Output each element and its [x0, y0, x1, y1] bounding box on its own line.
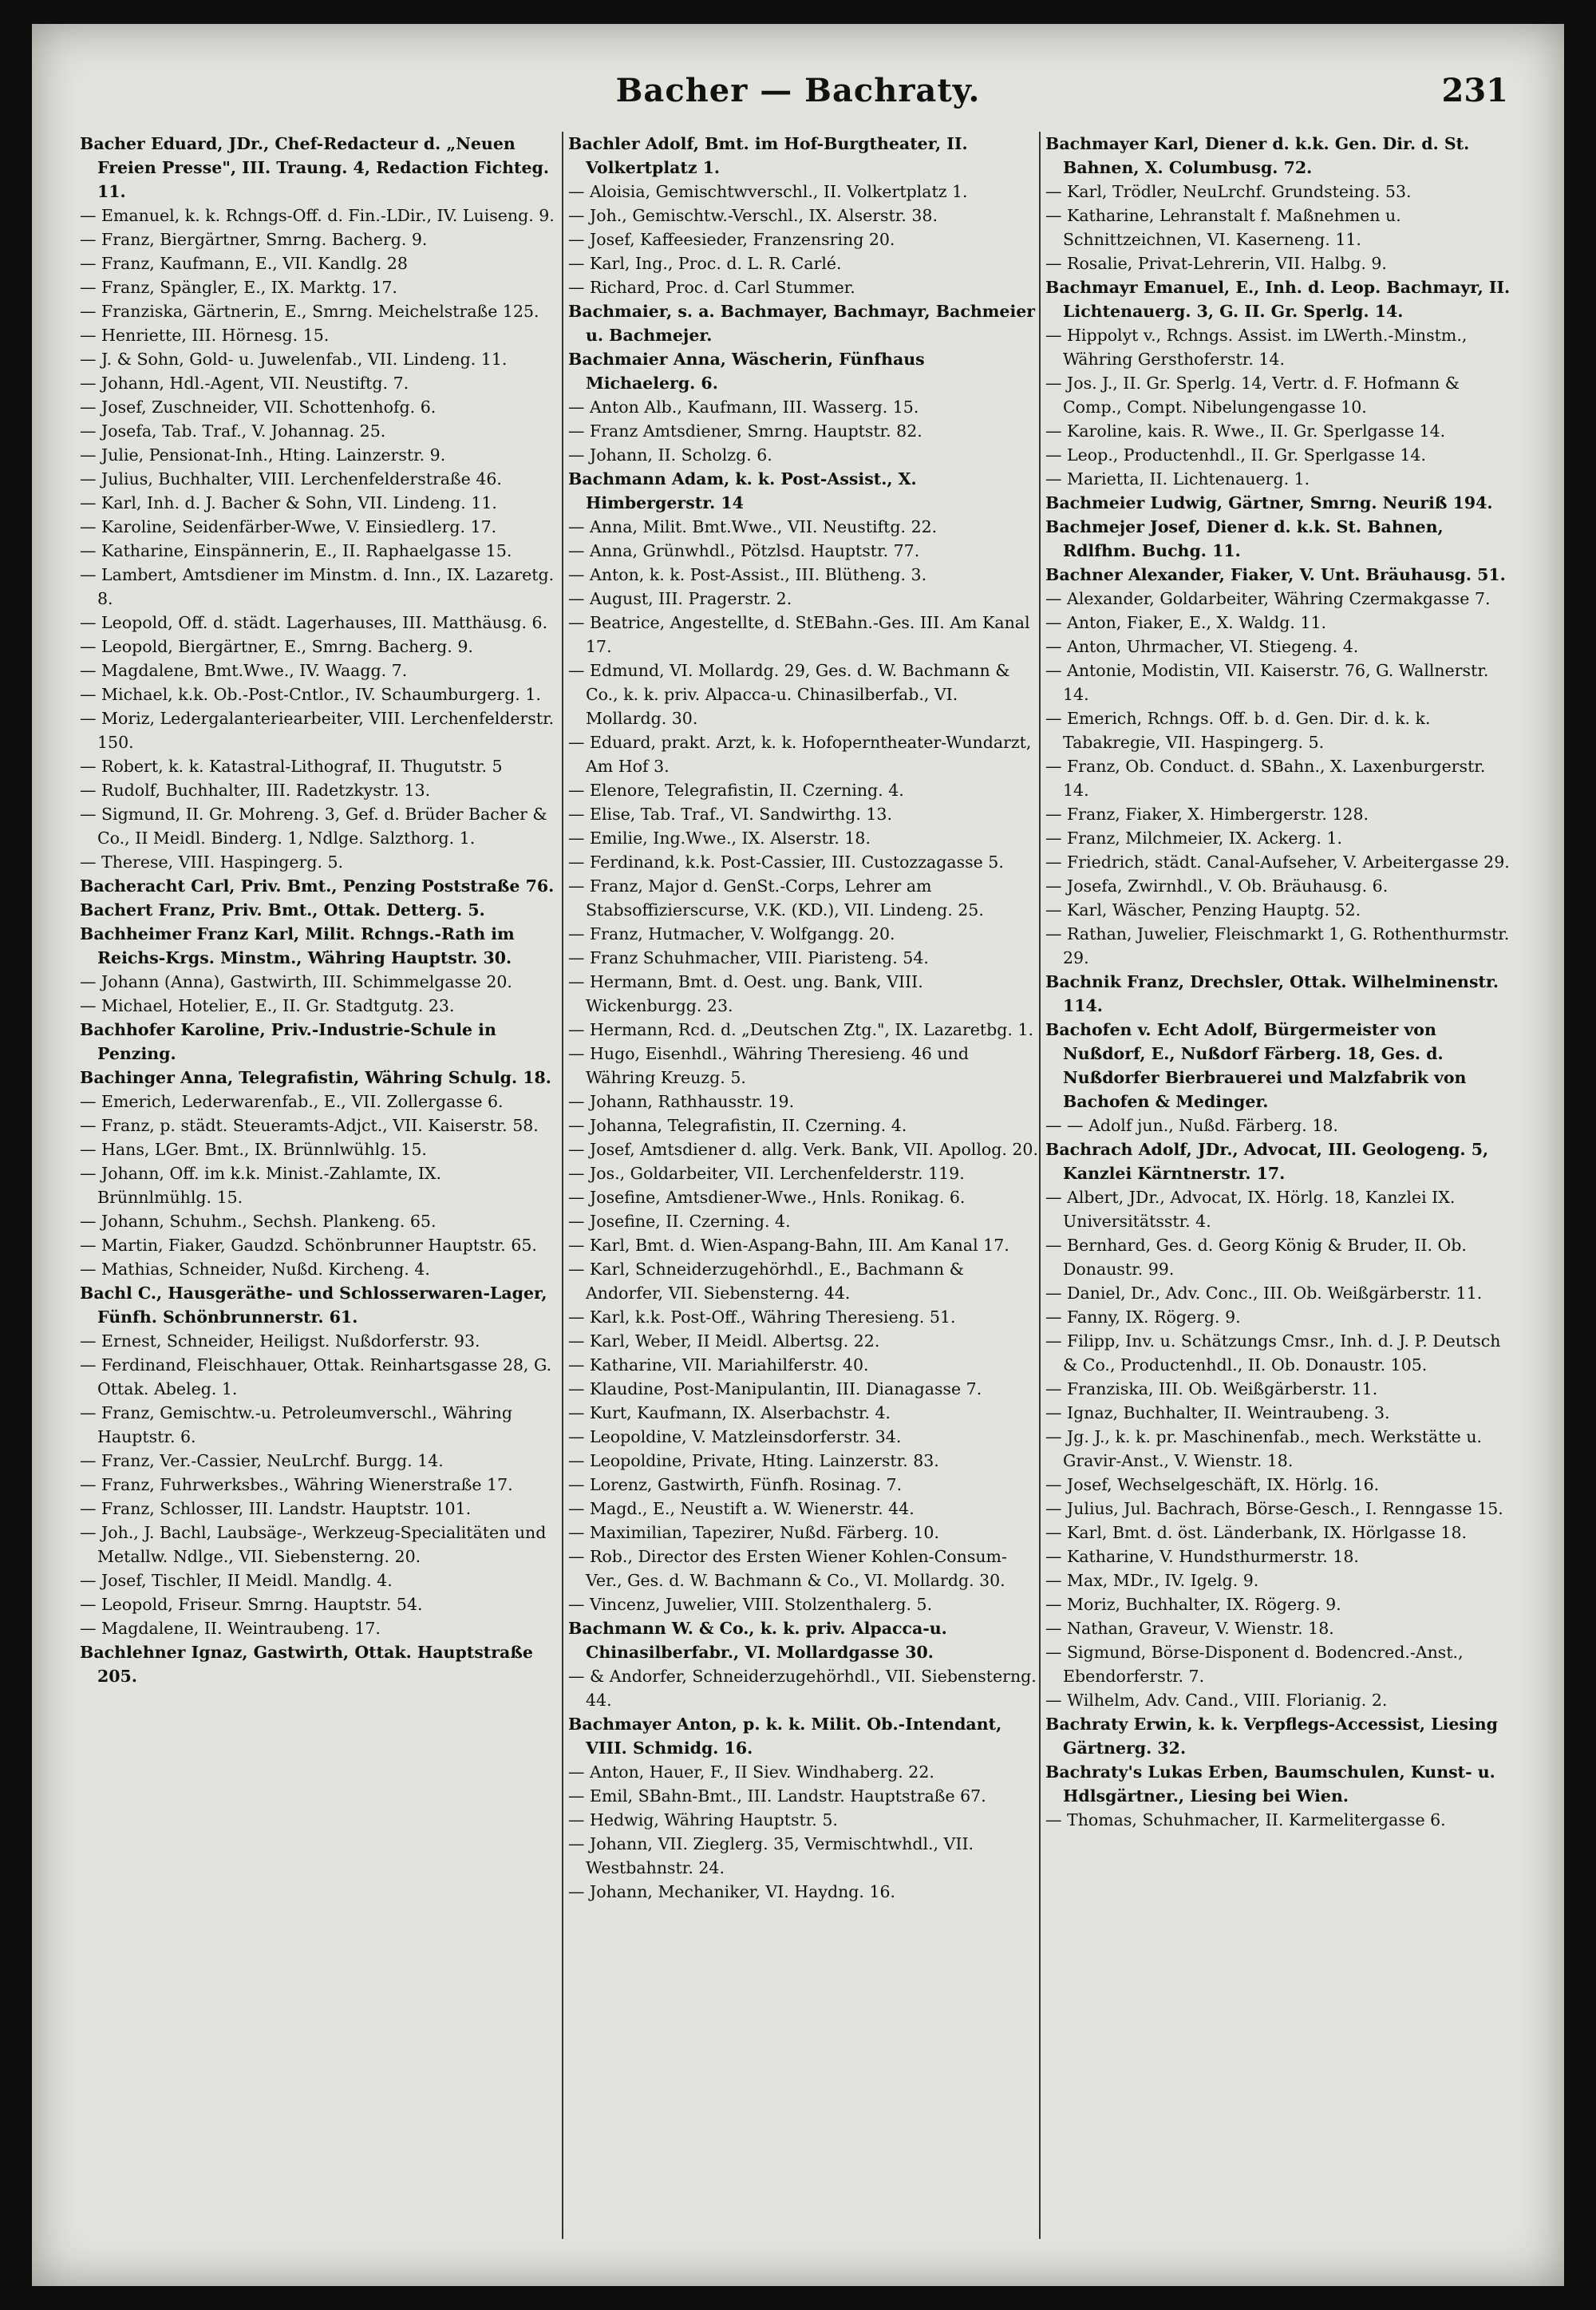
directory-entry: — Michael, Hotelier, E., II. Gr. Stadtgutg. 23. — [80, 996, 455, 1015]
directory-entry: — Johann, Off. im k.k. Minist.-Zahlamte, IX. Brünnlmühlg. 15. — [80, 1164, 442, 1207]
directory-entry: Bachofen v. Echt Adolf, Bürgermeister von Nußdorf, E., Nußdorf Färberg. 18, Ges. d. Nußdorfer Bierbrauerei und Malzfabrik von Bachofen & Medinger. — [1045, 1020, 1467, 1111]
directory-entry: — Emerich, Lederwarenfab., E., VII. Zollergasse 6. — [80, 1092, 504, 1111]
directory-entry: — Henriette, III. Hörnesg. 15. — [80, 326, 330, 345]
directory-entry: — Michael, k.k. Ob.-Post-Cntlor., IV. Schaumburgerg. 1. — [80, 685, 541, 704]
directory-entry: — Edmund, VI. Mollardg. 29, Ges. d. W. Bachmann & Co., k. k. priv. Alpacca-u. Chinasilberfab., VI. Mollardg. 30. — [568, 661, 1010, 728]
directory-entry: — Leopold, Biergärtner, E., Smrng. Bacherg. 9. — [80, 637, 473, 656]
directory-entry: — Franz, Kaufmann, E., VII. Kandlg. 28 — [80, 254, 408, 273]
directory-entry: — Magdalene, II. Weintraubeng. 17. — [80, 1619, 381, 1638]
directory-entry: — Moriz, Ledergalanteriearbeiter, VIII. Lerchenfelderstr. 150. — [80, 709, 555, 752]
directory-entry: — Johann, II. Scholzg. 6. — [568, 445, 772, 465]
directory-entry: — Julie, Pensionat-Inh., Hting. Lainzerstr. 9. — [80, 445, 446, 465]
directory-entry: — Franziska, III. Ob. Weißgärberstr. 11. — [1045, 1379, 1378, 1398]
directory-entry: — Jg. J., k. k. pr. Maschinenfab., mech. Werkstätte u. Gravir-Anst., V. Wienstr. 18. — [1045, 1427, 1483, 1470]
directory-entry: — Karoline, Seidenfärber-Wwe, V. Einsiedlerg. 17. — [80, 517, 497, 536]
directory-entry: — Karl, Inh. d. J. Bacher & Sohn, VII. Lindeng. 11. — [80, 493, 497, 512]
directory-entry: — Karl, Bmt. d. öst. Länderbank, IX. Hörlgasse 18. — [1045, 1523, 1468, 1542]
directory-entry: — Filipp, Inv. u. Schätzungs Cmsr., Inh. d. J. P. Deutsch & Co., Productenhdl., II. Ob. Donaustr. 105. — [1045, 1331, 1501, 1375]
directory-entry: — Moriz, Buchhalter, IX. Rögerg. 9. — [1045, 1595, 1341, 1614]
directory-entry: — Aloisia, Gemischtwverschl., II. Volkertplatz 1. — [568, 182, 968, 201]
directory-entry: — Anna, Grünwhdl., Pötzlsd. Hauptstr. 77. — [568, 541, 920, 560]
directory-entry: — Ferdinand, Fleischhauer, Ottak. Reinhartsgasse 28, G. Ottak. Abeleg. 1. — [80, 1355, 552, 1398]
directory-entry: — Jos. J., II. Gr. Sperlg. 14, Vertr. d. F. Hofmann & Comp., Compt. Nibelungengasse 10. — [1045, 374, 1460, 417]
directory-entry: — Franz, Fiaker, X. Himbergerstr. 128. — [1045, 805, 1369, 824]
directory-entry: — Elenore, Telegrafistin, II. Czerning. 4. — [568, 781, 904, 800]
directory-entry: — Magd., E., Neustift a. W. Wienerstr. 44. — [568, 1499, 915, 1518]
directory-entry: — Franz, Spängler, E., IX. Marktg. 17. — [80, 278, 397, 297]
directory-entry: — Karl, Wäscher, Penzing Hauptg. 52. — [1045, 900, 1361, 920]
directory-entry: — Nathan, Graveur, V. Wienstr. 18. — [1045, 1619, 1334, 1638]
directory-entry: Bachraty's Lukas Erben, Baumschulen, Kunst- u. Hdlsgärtner., Liesing bei Wien. — [1045, 1762, 1495, 1806]
directory-entry: — Rudolf, Buchhalter, III. Radetzkystr. 13. — [80, 781, 431, 800]
directory-entry: — Thomas, Schuhmacher, II. Karmelitergasse 6. — [1045, 1810, 1446, 1829]
directory-entry: — Franz, Ver.-Cassier, NeuLrchf. Burgg. 14. — [80, 1451, 444, 1470]
directory-entry: — Katharine, VII. Mariahilferstr. 40. — [568, 1355, 869, 1375]
directory-entry: — Emil, SBahn-Bmt., III. Landstr. Hauptstraße 67. — [568, 1786, 986, 1806]
directory-entry: — Alexander, Goldarbeiter, Währing Czermakgasse 7. — [1045, 589, 1491, 608]
column-1 — [80, 132, 555, 2239]
directory-entry: — Sigmund, Börse-Disponent d. Bodencred.-Anst., Ebendorferstr. 7. — [1045, 1643, 1464, 1686]
directory-entry: — Johann, Rathhausstr. 19. — [568, 1092, 795, 1111]
directory-entry: — Hugo, Eisenhdl., Währing Theresieng. 46 und Währing Kreuzg. 5. — [568, 1044, 969, 1087]
directory-entry: — Karl, Weber, II Meidl. Albertsg. 22. — [568, 1331, 880, 1351]
directory-entry: — Therese, VIII. Haspingerg. 5. — [80, 852, 344, 872]
directory-entry: Bachmaier, s. a. Bachmayer, Bachmayr, Bachmeier u. Bachmejer. — [568, 302, 1036, 345]
directory-entry: — Franz, Biergärtner, Smrng. Bacherg. 9. — [80, 230, 428, 249]
directory-entry: — Daniel, Dr., Adv. Conc., III. Ob. Weißgärberstr. 11. — [1045, 1284, 1483, 1303]
directory-page — [32, 24, 1564, 2286]
directory-entry: Bachhofer Karoline, Priv.-Industrie-Schule in Penzing. — [80, 1020, 496, 1063]
directory-entry: — Leopold, Friseur. Smrng. Hauptstr. 54. — [80, 1595, 423, 1614]
page-number: 231 — [1441, 72, 1508, 109]
directory-entry: — Marietta, II. Lichtenauerg. 1. — [1045, 469, 1310, 489]
directory-entry: — August, III. Pragerstr. 2. — [568, 589, 792, 608]
directory-entry: — Franziska, Gärtnerin, E., Smrng. Meichelstraße 125. — [80, 302, 539, 321]
directory-entry: Bacher Eduard, JDr., Chef-Redacteur d. „Neuen Freien Presse", III. Traung. 4, Redaction Fichteg. 11. — [80, 134, 549, 201]
directory-entry: — Anton, Hauer, F., II Siev. Windhaberg. 22. — [568, 1762, 934, 1782]
directory-entry: — Franz, Gemischtw.-u. Petroleumverschl., Währing Hauptstr. 6. — [80, 1403, 512, 1446]
directory-entry: — Franz, p. städt. Steueramts-Adjct., VII. Kaiserstr. 58. — [80, 1116, 539, 1135]
directory-entry: — Franz Amtsdiener, Smrng. Hauptstr. 82. — [568, 421, 922, 441]
directory-entry: — Eduard, prakt. Arzt, k. k. Hofoperntheater-Wundarzt, Am Hof 3. — [568, 733, 1032, 776]
directory-entry: — J. & Sohn, Gold- u. Juwelenfab., VII. Lindeng. 11. — [80, 350, 508, 369]
directory-entry: — Hans, LGer. Bmt., IX. Brünnlwühlg. 15. — [80, 1140, 427, 1159]
directory-entry: — Maximilian, Tapezirer, Nußd. Färberg. 10. — [568, 1523, 939, 1542]
directory-entry: — Ignaz, Buchhalter, II. Weintraubeng. 3. — [1045, 1403, 1390, 1422]
page-header — [32, 72, 1564, 128]
directory-entry: — Franz, Hutmacher, V. Wolfgangg. 20. — [568, 924, 895, 943]
directory-entry: — Rathan, Juwelier, Fleischmarkt 1, G. Rothenthurmstr. 29. — [1045, 924, 1510, 967]
directory-entry: — Klaudine, Post-Manipulantin, III. Dianagasse 7. — [568, 1379, 982, 1398]
directory-entry: — Anton, Uhrmacher, VI. Stiegeng. 4. — [1045, 637, 1359, 656]
directory-entry: — Emerich, Rchngs. Off. b. d. Gen. Dir. d. k. k. Tabakregie, VII. Haspingerg. 5. — [1045, 709, 1431, 752]
directory-entry: Bachmayr Emanuel, E., Inh. d. Leop. Bachmayr, II. Lichtenauerg. 3, G. II. Gr. Sperlg. 14. — [1045, 278, 1511, 321]
directory-entry: — Max, MDr., IV. Igelg. 9. — [1045, 1571, 1259, 1590]
directory-entry: — Leopold, Off. d. städt. Lagerhauses, III. Matthäusg. 6. — [80, 613, 548, 632]
directory-entry: Bachraty Erwin, k. k. Verpflegs-Accessist, Liesing Gärtnerg. 32. — [1045, 1715, 1499, 1758]
directory-entry: — Sigmund, II. Gr. Mohreng. 3, Gef. d. Brüder Bacher & Co., II Meidl. Binderg. 1, Ndlge. Salzthorg. 1. — [80, 805, 547, 848]
directory-entry: — Franz, Fuhrwerksbes., Währing Wienerstraße 17. — [80, 1475, 513, 1494]
directory-entry: — Robert, k. k. Katastral-Lithograf, II. Thugutstr. 5 — [80, 757, 503, 776]
directory-entry: — Elise, Tab. Traf., VI. Sandwirthg. 13. — [568, 805, 892, 824]
directory-entry: — Beatrice, Angestellte, d. StEBahn.-Ges. III. Am Kanal 17. — [568, 613, 1030, 656]
directory-entry: — Josefa, Zwirnhdl., V. Ob. Bräuhausg. 6. — [1045, 876, 1389, 896]
directory-entry: — Johann, Hdl.-Agent, VII. Neustiftg. 7. — [80, 374, 409, 393]
directory-entry: Bachmann Adam, k. k. Post-Assist., X. Himbergerstr. 14 — [568, 469, 917, 512]
directory-entry: — — Adolf jun., Nußd. Färberg. 18. — [1045, 1116, 1338, 1135]
directory-entry: — Johann, VII. Zieglerg. 35, Vermischtwhdl., VII. Westbahnstr. 24. — [568, 1834, 974, 1877]
directory-entry: — Josefa, Tab. Traf., V. Johannag. 25. — [80, 421, 386, 441]
directory-entry: — Leopoldine, V. Matzleinsdorferstr. 34. — [568, 1427, 902, 1446]
directory-entry: — Karl, Ing., Proc. d. L. R. Carlé. — [568, 254, 842, 273]
directory-entry: Bachmaier Anna, Wäscherin, Fünfhaus Michaelerg. 6. — [568, 350, 925, 393]
directory-entry: — Johanna, Telegrafistin, II. Czerning. 4. — [568, 1116, 907, 1135]
directory-entry: — Hedwig, Währing Hauptstr. 5. — [568, 1810, 838, 1829]
directory-entry: — Anton Alb., Kaufmann, III. Wasserg. 15. — [568, 398, 919, 417]
directory-entry: — Leop., Productenhdl., II. Gr. Sperlgasse 14. — [1045, 445, 1426, 465]
directory-entry: — Karl, Bmt. d. Wien-Aspang-Bahn, III. Am Kanal 17. — [568, 1236, 1009, 1255]
directory-entry: — Josefine, II. Czerning. 4. — [568, 1212, 791, 1231]
directory-entry: — Leopoldine, Private, Hting. Lainzerstr. 83. — [568, 1451, 939, 1470]
directory-entry: — Kurt, Kaufmann, IX. Alserbachstr. 4. — [568, 1403, 891, 1422]
directory-entry: — Karoline, kais. R. Wwe., II. Gr. Sperlgasse 14. — [1045, 421, 1446, 441]
directory-entry: — Julius, Jul. Bachrach, Börse-Gesch., I. Renngasse 15. — [1045, 1499, 1503, 1518]
directory-entry: — Fanny, IX. Rögerg. 9. — [1045, 1307, 1241, 1327]
directory-entry: — Josef, Tischler, II Meidl. Mandlg. 4. — [80, 1571, 393, 1590]
directory-entry: — Ernest, Schneider, Heiligst. Nußdorferstr. 93. — [80, 1331, 480, 1351]
directory-entry: — Josef, Amtsdiener d. allg. Verk. Bank, VII. Apollog. 20. — [568, 1140, 1038, 1159]
directory-entry: Bachmayer Karl, Diener d. k.k. Gen. Dir. d. St. Bahnen, X. Columbusg. 72. — [1045, 134, 1470, 177]
directory-entry: — Karl, k.k. Post-Off., Währing Theresieng. 51. — [568, 1307, 956, 1327]
directory-entry: — Karl, Trödler, NeuLrchf. Grundsteing. 53. — [1045, 182, 1412, 201]
directory-entry: — & Andorfer, Schneiderzugehörhdl., VII. Siebensterng. 44. — [568, 1667, 1037, 1710]
directory-entry: — Lorenz, Gastwirth, Fünfh. Rosinag. 7. — [568, 1475, 903, 1494]
directory-entry: — Anton, k. k. Post-Assist., III. Blütheng. 3. — [568, 565, 927, 584]
column-2 — [562, 132, 1039, 2239]
directory-entry: — Albert, JDr., Advocat, IX. Hörlg. 18, Kanzlei IX. Universitätsstr. 4. — [1045, 1188, 1456, 1231]
page-title: Bacher — Bachraty. — [615, 72, 981, 109]
directory-entry: Bachlehner Ignaz, Gastwirth, Ottak. Hauptstraße 205. — [80, 1643, 533, 1686]
directory-entry: — Ferdinand, k.k. Post-Cassier, III. Custozzagasse 5. — [568, 852, 1004, 872]
directory-entry: Bachheimer Franz Karl, Milit. Rchngs.-Rath im Reichs-Krgs. Minstm., Währing Hauptstr. 30. — [80, 924, 515, 967]
directory-entry: — Joh., Gemischtw.-Verschl., IX. Alserstr. 38. — [568, 206, 938, 225]
directory-entry: — Anton, Fiaker, E., X. Waldg. 11. — [1045, 613, 1327, 632]
directory-entry: Bacheracht Carl, Priv. Bmt., Penzing Poststraße 76. — [80, 876, 555, 896]
directory-entry: — Julius, Buchhalter, VIII. Lerchenfelderstraße 46. — [80, 469, 502, 489]
directory-entry: — Magdalene, Bmt.Wwe., IV. Waagg. 7. — [80, 661, 408, 680]
directory-entry: Bachler Adolf, Bmt. im Hof-Burgtheater, II. Volkertplatz 1. — [568, 134, 968, 177]
directory-entry: — Franz Schuhmacher, VIII. Piaristeng. 54. — [568, 948, 929, 967]
directory-entry: — Rosalie, Privat-Lehrerin, VII. Halbg. 9. — [1045, 254, 1387, 273]
directory-entry: Bachl C., Hausgeräthe- und Schlosserwaren-Lager, Fünfh. Schönbrunnerstr. 61. — [80, 1284, 547, 1327]
directory-entry: Bachmejer Josef, Diener d. k.k. St. Bahnen, Rdlfhm. Buchg. 11. — [1045, 517, 1444, 560]
directory-entry: Bachinger Anna, Telegrafistin, Währing Schulg. 18. — [80, 1068, 551, 1087]
directory-entry: — Josef, Zuschneider, VII. Schottenhofg. 6. — [80, 398, 437, 417]
directory-entry: — Martin, Fiaker, Gaudzd. Schönbrunner Hauptstr. 65. — [80, 1236, 537, 1255]
directory-entry: — Lambert, Amtsdiener im Minstm. d. Inn., IX. Lazaretg. 8. — [80, 565, 555, 608]
column-3 — [1039, 132, 1516, 2239]
directory-entry: — Rob., Director des Ersten Wiener Kohlen-Consum-Ver., Ges. d. W. Bachmann & Co., VI. Mollardg. 30. — [568, 1547, 1007, 1590]
directory-entry: — Antonie, Modistin, VII. Kaiserstr. 76, G. Wallnerstr. 14. — [1045, 661, 1489, 704]
directory-entry: — Katharine, V. Hundsthurmerstr. 18. — [1045, 1547, 1359, 1566]
directory-entry: Bachmann W. & Co., k. k. priv. Alpacca-u. Chinasilberfabr., VI. Mollardgasse 30. — [568, 1619, 947, 1662]
directory-entry: — Josef, Wechselgeschäft, IX. Hörlg. 16. — [1045, 1475, 1380, 1494]
directory-entry: — Bernhard, Ges. d. Georg König & Bruder, II. Ob. Donaustr. 99. — [1045, 1236, 1467, 1279]
directory-entry: — Franz, Ob. Conduct. d. SBahn., X. Laxenburgerstr. 14. — [1045, 757, 1486, 800]
directory-entry: — Johann, Mechaniker, VI. Haydng. 16. — [568, 1882, 896, 1901]
directory-entry: — Karl, Schneiderzugehörhdl., E., Bachmann & Andorfer, VII. Siebensterng. 44. — [568, 1260, 964, 1303]
directory-entry: — Johann, Schuhm., Sechsh. Plankeng. 65. — [80, 1212, 437, 1231]
directory-entry: — Mathias, Schneider, Nußd. Kircheng. 4. — [80, 1260, 430, 1279]
directory-entry: — Franz, Milchmeier, IX. Ackerg. 1. — [1045, 829, 1343, 848]
directory-entry: Bachnik Franz, Drechsler, Ottak. Wilhelminenstr. 114. — [1045, 972, 1499, 1015]
directory-entry: — Josef, Kaffeesieder, Franzensring 20. — [568, 230, 895, 249]
directory-entry: Bachrach Adolf, JDr., Advocat, III. Geologeng. 5, Kanzlei Kärntnerstr. 17. — [1045, 1140, 1489, 1183]
directory-entry: — Hermann, Rcd. d. „Deutschen Ztg.", IX. Lazaretbg. 1. — [568, 1020, 1034, 1039]
directory-entry: — Emanuel, k. k. Rchngs-Off. d. Fin.-LDir., IV. Luiseng. 9. — [80, 206, 555, 225]
directory-entry: Bachmayer Anton, p. k. k. Milit. Ob.-Intendant, VIII. Schmidg. 16. — [568, 1715, 1002, 1758]
directory-entry: — Anna, Milit. Bmt.Wwe., VII. Neustiftg. 22. — [568, 517, 938, 536]
directory-entry: — Joh., J. Bachl, Laubsäge-, Werkzeug-Specialitäten und Metallw. Ndlge., VII. Siebensterng. 20. — [80, 1523, 547, 1566]
directory-entry: — Franz, Major d. GenSt.-Corps, Lehrer am Stabsoffizierscurse, V.K. (KD.), VII. Lindeng. 25. — [568, 876, 984, 920]
directory-entry: Bachert Franz, Priv. Bmt., Ottak. Detterg. 5. — [80, 900, 485, 920]
directory-entry: — Josefine, Amtsdiener-Wwe., Hnls. Ronikag. 6. — [568, 1188, 966, 1207]
directory-entry: — Hippolyt v., Rchngs. Assist. im LWerth.-Minstm., Währing Gersthoferstr. 14. — [1045, 326, 1468, 369]
directory-entry: — Richard, Proc. d. Carl Stummer. — [568, 278, 855, 297]
directory-entry: — Emilie, Ing.Wwe., IX. Alserstr. 18. — [568, 829, 871, 848]
directory-entry: Bachner Alexander, Fiaker, V. Unt. Bräuhausg. 51. — [1045, 565, 1506, 584]
directory-entry: — Wilhelm, Adv. Cand., VIII. Florianig. 2. — [1045, 1691, 1388, 1710]
directory-entry: — Johann (Anna), Gastwirth, III. Schimmelgasse 20. — [80, 972, 512, 991]
directory-entry: — Vincenz, Juwelier, VIII. Stolzenthalerg. 5. — [568, 1595, 933, 1614]
directory-entry: — Hermann, Bmt. d. Oest. ung. Bank, VIII. Wickenburgg. 23. — [568, 972, 923, 1015]
directory-entry: — Friedrich, städt. Canal-Aufseher, V. Arbeitergasse 29. — [1045, 852, 1510, 872]
directory-entry: Bachmeier Ludwig, Gärtner, Smrng. Neuriß 194. — [1045, 493, 1493, 512]
directory-entry: — Katharine, Einspännerin, E., II. Raphaelgasse 15. — [80, 541, 512, 560]
directory-entry: — Katharine, Lehranstalt f. Maßnehmen u. Schnittzeichnen, VI. Kaserneng. 11. — [1045, 206, 1401, 249]
directory-entry: — Franz, Schlosser, III. Landstr. Hauptstr. 101. — [80, 1499, 472, 1518]
directory-entry: — Jos., Goldarbeiter, VII. Lerchenfelderstr. 119. — [568, 1164, 965, 1183]
